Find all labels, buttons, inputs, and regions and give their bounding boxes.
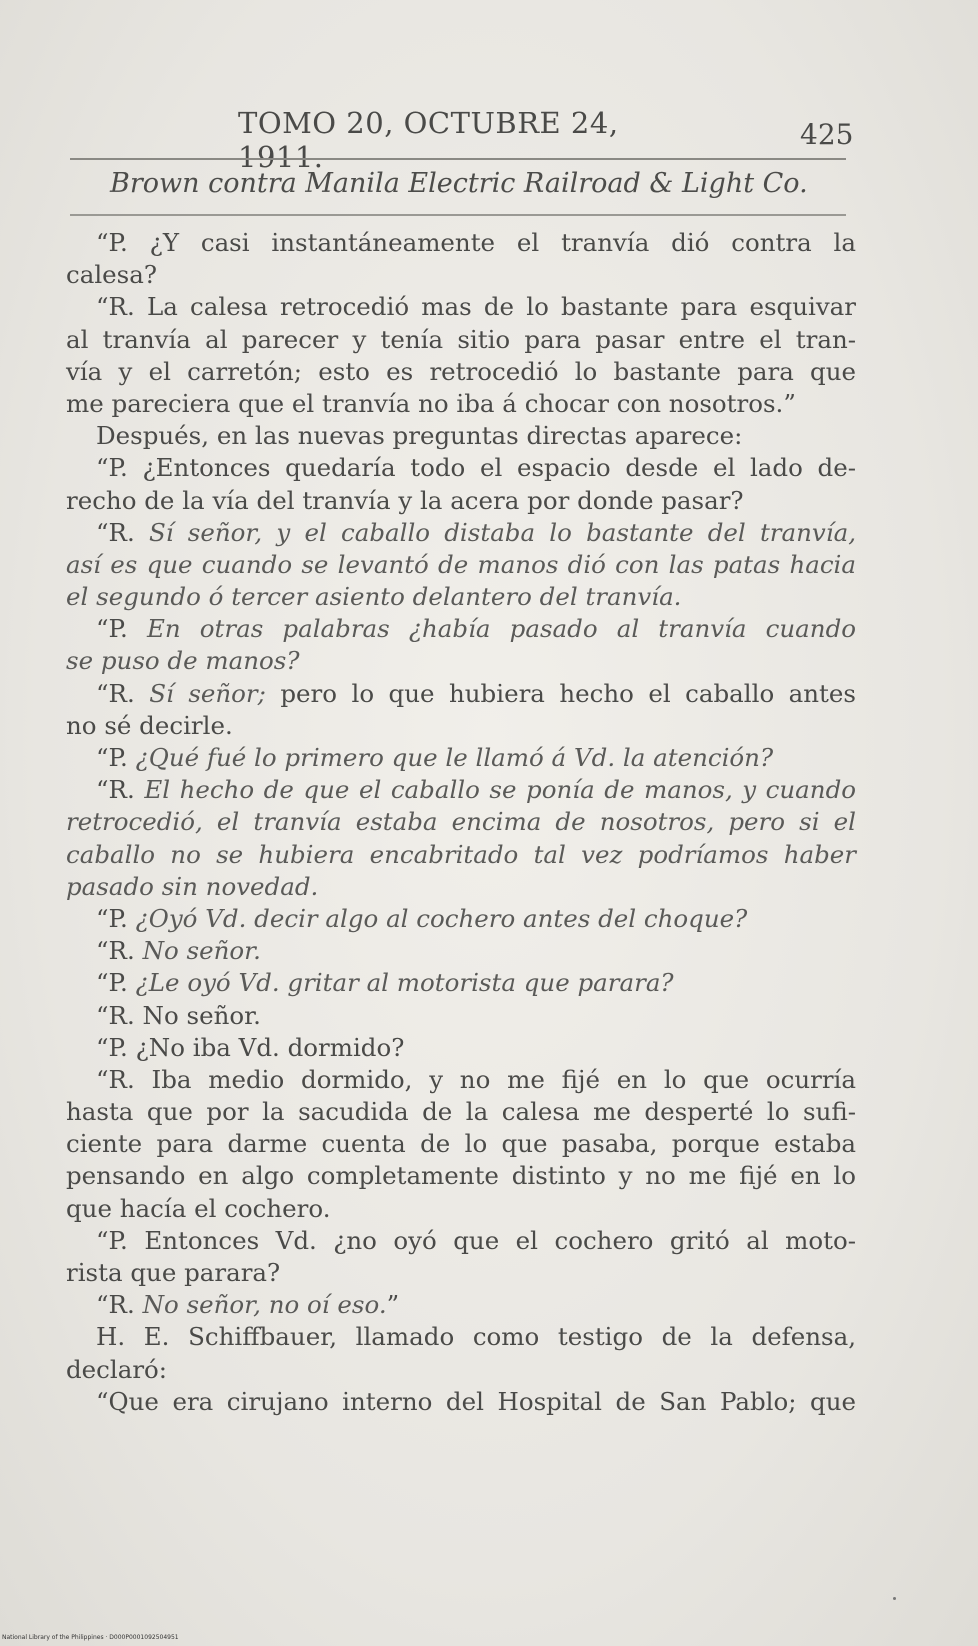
scan-footer-id: National Library of the Philippines · D000P0001092504951	[2, 1634, 179, 1641]
text-line	[66, 1386, 856, 1418]
text-run: “R. La calesa retrocedió mas de lo bastante para esquivar	[96, 292, 856, 322]
italic-text: ¿Qué fué lo primero que le llamó á Vd. la atención?	[135, 743, 774, 772]
text-line	[66, 645, 856, 677]
text-line	[66, 420, 856, 452]
text-line	[66, 388, 856, 420]
text-line	[66, 517, 856, 549]
text-line	[66, 839, 856, 871]
text-line	[66, 1000, 856, 1032]
header-rule-bottom	[70, 214, 846, 216]
text-line	[66, 259, 856, 291]
text-line	[66, 1354, 856, 1386]
text-run: ”	[386, 1290, 400, 1320]
italic-text: El hecho de que el caballo se ponía de manos, y cuando	[144, 775, 856, 805]
text-line	[66, 678, 856, 710]
text-run: “Que era cirujano interno del Hospital de San Pablo; que	[96, 1386, 856, 1416]
italic-text: Sí señor;	[149, 678, 266, 708]
text-run: pero lo que hubiera hecho el caballo antes	[265, 678, 856, 708]
running-head: TOMO 20, OCTUBRE 24, 1911.	[238, 106, 619, 174]
text-run: “P.	[96, 903, 136, 933]
text-line	[66, 581, 856, 613]
text-line	[66, 967, 856, 999]
text-line	[66, 452, 856, 484]
text-run: “R.	[96, 775, 145, 805]
italic-text: caballo no se hubiera encabritado tal vez podríamos haber	[66, 839, 856, 869]
text-run: me pareciera que el tranvía no iba á chocar con nosotros.”	[66, 388, 796, 418]
text-line	[66, 291, 856, 323]
case-title: Brown contra Manila Electric Railroad & Light Co.	[110, 168, 808, 199]
text-run: “R.	[96, 936, 143, 966]
page-number: 425	[800, 118, 854, 151]
text-line	[66, 774, 856, 806]
italic-text: ¿Oyó Vd. decir algo al cochero antes del choque?	[135, 903, 748, 933]
text-run: hasta que por la sacudida de la calesa me desperté lo sufi-	[66, 1097, 856, 1127]
text-run: declaró:	[66, 1354, 168, 1384]
text-line	[66, 1032, 856, 1064]
text-run: “P. ¿Y casi instantáneamente el tranvía dió contra la	[96, 228, 856, 257]
text-line	[66, 485, 856, 517]
text-line	[66, 1128, 856, 1160]
text-line	[66, 1257, 856, 1289]
scan-speck	[893, 1597, 896, 1600]
text-run: “P.	[96, 743, 136, 772]
text-run: “R.	[96, 517, 149, 547]
body-text	[66, 227, 856, 1418]
text-run: “R.	[96, 678, 150, 708]
text-run: ciente para darme cuenta de lo que pasaba, porque estaba	[66, 1129, 856, 1159]
text-run: Después, en las nuevas preguntas directas aparece:	[96, 421, 743, 451]
italic-text: el segundo ó tercer asiento delantero del tranvía.	[66, 582, 682, 612]
text-line	[66, 710, 856, 742]
text-line	[66, 227, 856, 259]
text-line	[66, 1160, 856, 1192]
text-line	[66, 1193, 856, 1225]
italic-text: ¿Le oyó Vd. gritar al motorista que parara?	[135, 968, 674, 998]
italic-text: No señor, no oí eso.	[142, 1290, 387, 1320]
text-line	[66, 871, 856, 903]
text-line	[66, 549, 856, 581]
text-run: vía y el carretón; esto es retrocedió lo bastante para que	[66, 356, 856, 386]
text-run: “P. ¿Entonces quedaría todo el espacio desde el lado de-	[96, 453, 856, 483]
text-run: “R. No señor.	[96, 1000, 261, 1030]
text-line	[66, 1064, 856, 1096]
text-run: “P.	[96, 614, 147, 644]
text-line	[66, 903, 856, 935]
text-run: “R.	[96, 1290, 143, 1320]
text-line	[66, 324, 856, 356]
text-line	[66, 935, 856, 967]
italic-text: Sí señor, y el caballo distaba lo bastante del tranvía,	[148, 517, 856, 547]
italic-text: así es que cuando se levantó de manos dió con las patas hacia	[66, 549, 856, 579]
text-line	[66, 1321, 856, 1353]
text-line	[66, 1096, 856, 1128]
italic-text: retrocedió, el tranvía estaba encima de nosotros, pero si el	[66, 807, 856, 837]
header-rule-top	[70, 158, 846, 160]
text-run: pensando en algo completamente distinto y no me fijé en lo	[66, 1161, 856, 1191]
text-line	[66, 1289, 856, 1321]
text-line	[66, 742, 856, 774]
italic-text: pasado sin novedad.	[66, 871, 319, 901]
text-run: “P. Entonces Vd. ¿no oyó que el cochero gritó al moto-	[96, 1225, 856, 1255]
text-line	[66, 356, 856, 388]
text-run: que hacía el cochero.	[66, 1193, 331, 1223]
text-run: al tranvía al parecer y tenía sitio para pasar entre el tran-	[66, 324, 856, 354]
text-run: calesa?	[66, 260, 157, 290]
text-run: no sé decirle.	[66, 710, 233, 740]
text-line	[66, 613, 856, 645]
text-run: recho de la vía del tranvía y la acera por donde pasar?	[66, 485, 744, 515]
text-run: “P. ¿No iba Vd. dormido?	[96, 1032, 405, 1062]
text-run: H. E. Schiffbauer, llamado como testigo de la defensa,	[96, 1322, 856, 1352]
italic-text: No señor.	[142, 936, 261, 966]
italic-text: se puso de manos?	[66, 646, 300, 676]
italic-text: En otras palabras ¿había pasado al tranvía cuando	[146, 614, 856, 644]
text-line	[66, 1225, 856, 1257]
text-run: “R. Iba medio dormido, y no me fijé en lo que ocurría	[96, 1064, 856, 1094]
text-run: “P.	[96, 968, 136, 998]
text-run: rista que parara?	[66, 1258, 281, 1287]
text-line	[66, 806, 856, 838]
